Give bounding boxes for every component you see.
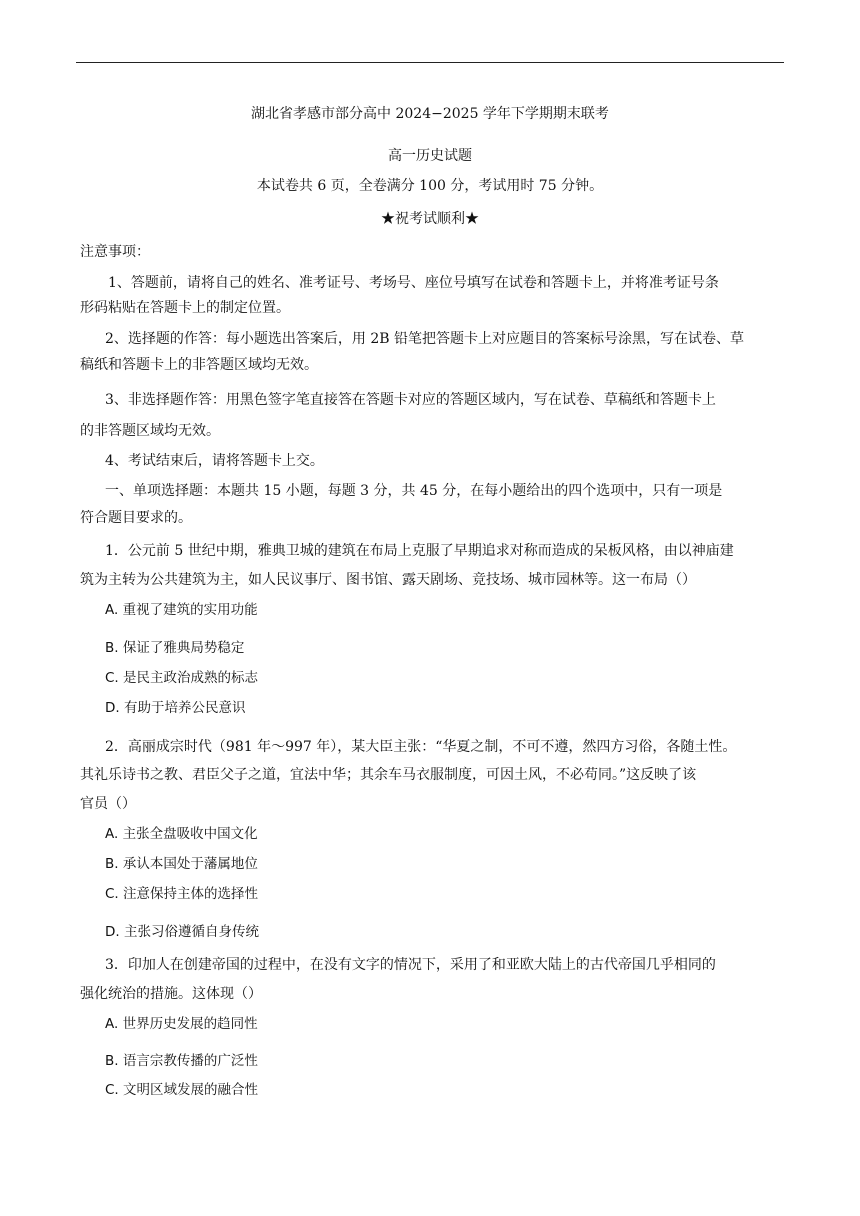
question-1-line-1: 1．公元前 5 世纪中期，雅典卫城的建筑在布局上克服了早期追求对称而造成的呆板风格，由以神庙建: [105, 543, 734, 559]
question-1-line-2: 筑为主转为公共建筑为主，如人民议事厅、图书馆、露天剧场、竞技场、城市园林等。这一布局（）: [80, 572, 696, 588]
section-1-line-1: 一、单项选择题：本题共 15 小题，每题 3 分，共 45 分，在每小题给出的四个选项中，只有一项是: [105, 483, 723, 499]
notice-item-2-line-2: 稿纸和答题卡上的非答题区域均无效。: [80, 357, 318, 373]
notice-item-2-line-1: 2、选择题的作答：每小题选出答案后，用 2B 铅笔把答题卡上对应题目的答案标号涂黑，写在试卷、草: [105, 331, 745, 347]
question-2-line-2: 其礼乐诗书之教、君臣父子之道，宜法中华；其余车马衣服制度，可因土风，不必苟同。”这反映了该: [80, 767, 697, 783]
notice-item-4: 4、考试结束后，请将答题卡上交。: [105, 453, 324, 469]
notice-item-1-line-1: 1、答题前，请将自己的姓名、准考证号、考场号、座位号填写在试卷和答题卡上，并将准考证号条: [108, 275, 719, 291]
question-3-line-1: 3．印加人在创建帝国的过程中，在没有文字的情况下，采用了和亚欧大陆上的古代帝国几乎相同的: [105, 957, 716, 973]
question-2-option-b: B. 承认本国处于藩属地位: [105, 856, 258, 872]
notice-item-3-line-1: 3、非选择题作答：用黑色签字笔直接答在答题卡对应的答题区域内，写在试卷、草稿纸和答题卡上: [105, 392, 716, 408]
question-1-option-a: A. 重视了建筑的实用功能: [105, 602, 258, 618]
question-2-option-a: A. 主张全盘吸收中国文化: [105, 826, 258, 842]
question-3-option-c: C. 文明区域发展的融合性: [105, 1082, 259, 1098]
section-1-line-2: 符合题目要求的。: [80, 510, 192, 526]
exam-title: 湖北省孝感市部分高中 2024−2025 学年下学期期末联考: [251, 106, 609, 122]
question-3-option-b: B. 语言宗教传播的广泛性: [105, 1053, 258, 1069]
question-3-line-2: 强化统治的措施。这体现（）: [80, 986, 262, 1002]
exam-info: 本试卷共 6 页，全卷满分 100 分，考试用时 75 分钟。: [256, 178, 604, 194]
question-1-option-c: C. 是民主政治成熟的标志: [105, 670, 259, 686]
question-1-option-d: D. 有助于培养公民意识: [105, 700, 246, 716]
top-rule: [76, 62, 784, 63]
question-2-line-3: 官员（）: [80, 796, 136, 812]
notice-item-3-line-2: 的非答题区域均无效。: [80, 423, 220, 439]
question-3-option-a: A. 世界历史发展的趋同性: [105, 1016, 258, 1032]
notice-heading: 注意事项：: [80, 244, 150, 260]
question-2-option-c: C. 注意保持主体的选择性: [105, 886, 259, 902]
exam-wish: ★祝考试顺利★: [381, 211, 479, 227]
notice-item-1-line-2: 形码粘贴在答题卡上的制定位置。: [80, 300, 290, 316]
question-2-option-d: D. 主张习俗遵循自身传统: [105, 924, 259, 940]
exam-subtitle: 高一历史试题: [388, 148, 472, 164]
question-1-option-b: B. 保证了雅典局势稳定: [105, 640, 245, 656]
question-2-line-1: 2．高丽成宗时代（981 年～997 年），某大臣主张：“华夏之制，不可不遵，然四方习俗，各随土性。: [105, 739, 737, 755]
